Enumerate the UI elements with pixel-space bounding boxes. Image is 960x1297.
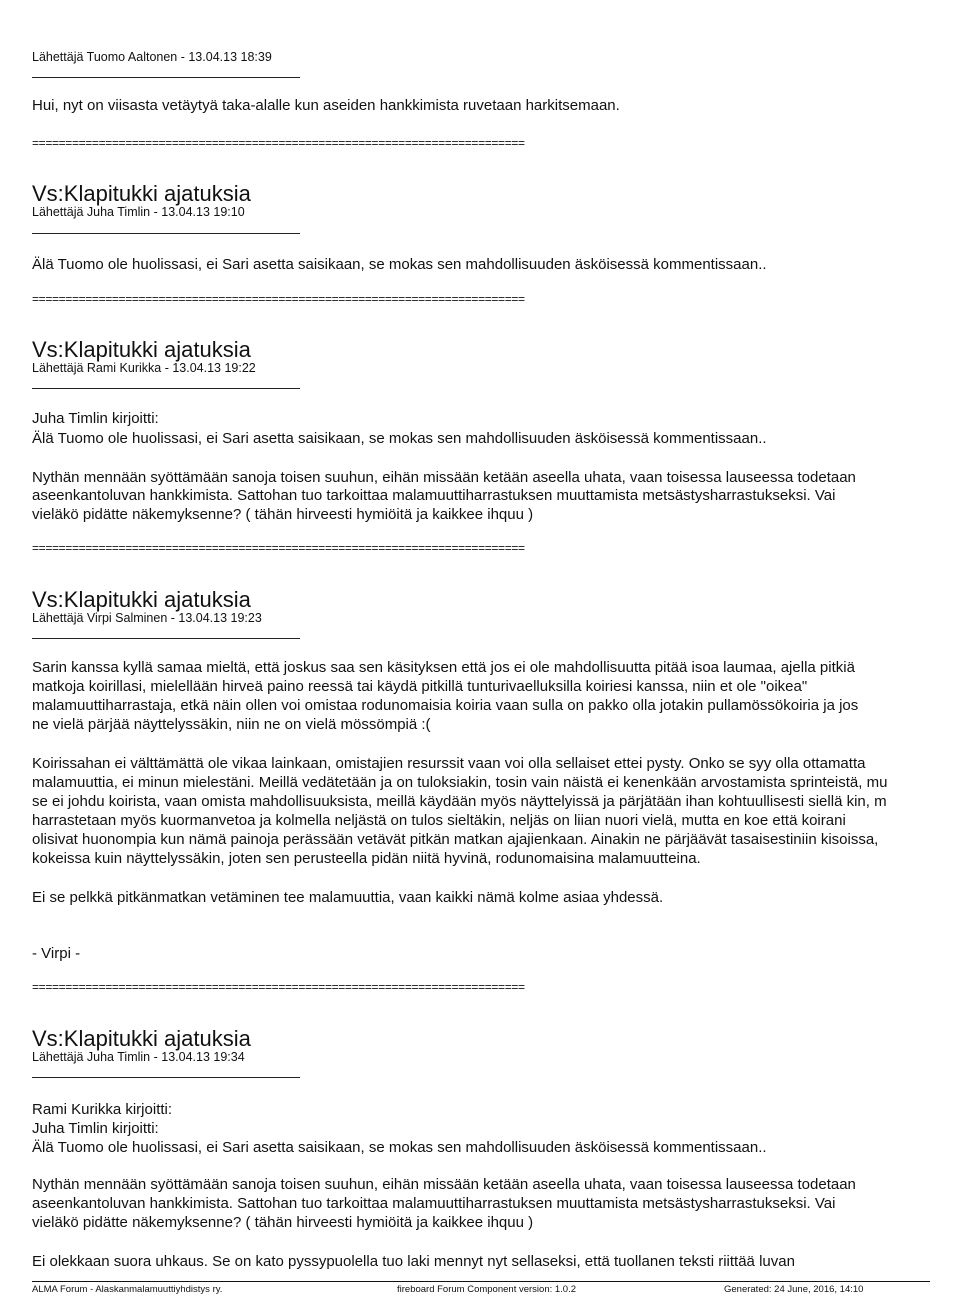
post-text-line: vieläkö pidätte näkemyksenne? ( tähän hirveesti hymiöitä ja kaikkee ihquu ) (32, 506, 534, 523)
post-text-line: matkoja koirillasi, mielellään hirveä paino reessä tai käydä pitkillä tunturivaelluksilla koiriesi kanssa, niin et ole "oikea" (32, 678, 808, 695)
quote-author: Rami Kurikka kirjoitti: (32, 1101, 173, 1118)
quote-text-line: aseenkantoluvan hankkimista. Sattohan tuo tarkoittaa malamuuttiharrastuksen muuttamista metsästysharrastukseksi. Vai (32, 1195, 836, 1212)
post-meta: Lähettäjä Rami Kurikka - 13.04.13 19:22 (32, 361, 256, 375)
post-text-line: Koirissahan ei välttämättä ole vikaa lainkaan, omistajien resurssit vaan voi olla sellaiset ettei pysty. Onko se syy olla ottamatta (32, 755, 866, 772)
post-text-line: se ei johdu koirista, vaan omista mahdollisuuksista, meillä käydään myös näyttelyissä ja pärjätään ihan kohtuullisesti siellä kin, m (32, 793, 887, 810)
post-meta: Lähettäjä Juha Timlin - 13.04.13 19:34 (32, 1050, 245, 1064)
post-separator: ========================================================================== (32, 136, 525, 150)
post-text-line: Ei olekkaan suora uhkaus. Se on kato pyssypuolella tuo laki mennyt nyt sellaseksi, että tuollanen teksti riittää luvan (32, 1253, 795, 1270)
post-text-line: Älä Tuomo ole huolissasi, ei Sari asetta saisikaan, se mokas sen mahdollisuuden äsköisessä kommentissaan.. (32, 256, 767, 273)
post-separator: ========================================================================== (32, 980, 525, 994)
post-divider (32, 388, 300, 389)
post-text-line: Hui, nyt on viisasta vetäytyä taka-alalle kun aseiden hankkimista ruvetaan harkitsemaan. (32, 97, 620, 114)
page-footer (32, 1281, 930, 1295)
post-divider (32, 638, 300, 639)
post-text-line: kokeissa kuin näyttelyssäkin, joten sen perusteella pidän niitä hyvinä, rodunomaisina malamuutteina. (32, 850, 701, 867)
post-divider (32, 1077, 300, 1078)
footer-component-version: fireboard Forum Component version: 1.0.2 (397, 1284, 577, 1295)
quote-text-line: Älä Tuomo ole huolissasi, ei Sari asetta saisikaan, se mokas sen mahdollisuuden äsköisessä kommentissaan.. (32, 430, 767, 447)
quote-text-line: Nythän mennään syöttämään sanoja toisen suuhun, eihän missään ketään aseella uhata, vaan toisessa lauseessa todetaan (32, 1176, 856, 1193)
post-text-line: Ei se pelkkä pitkänmatkan vetäminen tee malamuuttia, vaan kaikki nämä kolme asiaa yhdessä. (32, 889, 664, 906)
footer-generated-date: Generated: 24 June, 2016, 14:10 (724, 1284, 864, 1295)
quote-author: Juha Timlin kirjoitti: (32, 410, 159, 427)
post-divider (32, 77, 300, 78)
post-title: Vs:Klapitukki ajatuksia (32, 181, 251, 206)
quote-text-line: Älä Tuomo ole huolissasi, ei Sari asetta saisikaan, se mokas sen mahdollisuuden äsköisessä kommentissaan.. (32, 1139, 767, 1156)
quote-text-line: vieläkö pidätte näkemyksenne? ( tähän hirveesti hymiöitä ja kaikkee ihquu ) (32, 1214, 534, 1231)
post-text-line: harrastetaan myös kuormanvetoa ja kolmella neljästä on tulos sieltäkin, neljäs on liian nuori vielä, mutta en koe että koirani (32, 812, 846, 829)
post-text-line: ne vielä pärjää näyttelyssäkin, niin ne on vielä mössömpiä :( (32, 716, 431, 733)
post-text-line: malamuuttiharrastaja, etkä näin ollen voi omistaa rodunomaisia koiria vaan sulla on pakko olla jotakin pullamössökoiria ja jos (32, 697, 859, 714)
post-title: Vs:Klapitukki ajatuksia (32, 1026, 251, 1051)
post-meta: Lähettäjä Juha Timlin - 13.04.13 19:10 (32, 205, 245, 219)
post-signature: - Virpi - (32, 945, 81, 962)
post-meta: Lähettäjä Tuomo Aaltonen - 13.04.13 18:39 (32, 50, 272, 64)
post-meta: Lähettäjä Virpi Salminen - 13.04.13 19:23 (32, 611, 262, 625)
post-text-line: Nythän mennään syöttämään sanoja toisen suuhun, eihän missään ketään aseella uhata, vaan toisessa lauseessa todetaan (32, 469, 856, 486)
post-text-line: aseenkantoluvan hankkimista. Sattohan tuo tarkoittaa malamuuttiharrastuksen muuttamista metsästysharrastukseksi. Vai (32, 487, 836, 504)
footer-site-name: ALMA Forum - Alaskanmalamuuttiyhdistys ry. (32, 1284, 223, 1295)
post-text-line: Sarin kanssa kyllä samaa mieltä, että joskus saa sen käsityksen että jos ei ole mahdollisuutta pitää isoa laumaa, ajella pitkiä (32, 659, 855, 676)
post-title: Vs:Klapitukki ajatuksia (32, 337, 251, 362)
quote-author: Juha Timlin kirjoitti: (32, 1120, 159, 1137)
post-text-line: malamuuttia, ei minun mielestäni. Meillä vedätetään ja on tuloksiakin, tosin vain näistä ei kenenkään arvostamista sprinteistä, mu (32, 774, 888, 791)
post-divider (32, 233, 300, 234)
post-separator: ========================================================================== (32, 541, 525, 555)
post-separator: ========================================================================== (32, 292, 525, 306)
post-text-line: olisivat huonompia kun nämä painoja perässään vetävät pitkän matkan ajajienkaan. Ainakin ne pärjäävät tasaisestiniin kisoissa, (32, 831, 879, 848)
post-title: Vs:Klapitukki ajatuksia (32, 587, 251, 612)
